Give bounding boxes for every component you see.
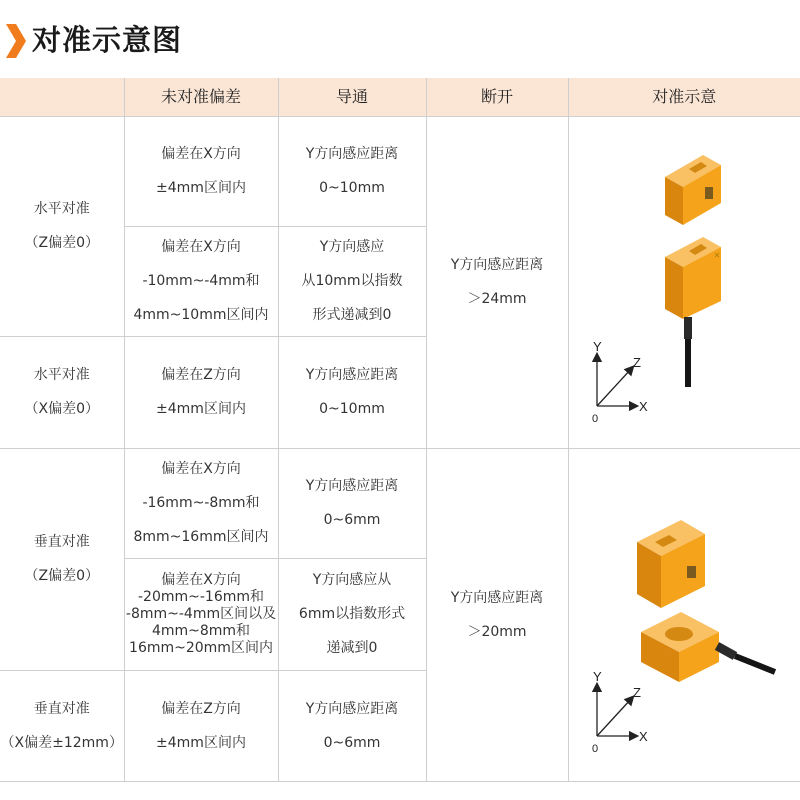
deviation-line: ±4mm区间内 xyxy=(156,734,246,751)
axis-label-z: Z xyxy=(632,355,641,370)
axis-label-x: X xyxy=(638,728,648,744)
disconnect-line: ＞24mm xyxy=(467,291,527,307)
axis-label-y: Y xyxy=(592,668,602,684)
disconnect-line: Y方向感应距离 xyxy=(450,257,544,273)
conduction-line: 递减到0 xyxy=(326,640,378,656)
deviation-line: -8mm~-4mm区间以及 xyxy=(125,605,277,622)
deviation-line: -16mm~-8mm和 xyxy=(142,495,260,511)
deviation-line: 16mm~20mm区间内 xyxy=(129,639,273,656)
alignment-spec-table xyxy=(0,78,800,782)
sensor-upper-icon xyxy=(637,520,705,608)
deviation-line: 偏差在X方向 xyxy=(161,571,241,588)
vertical-alignment-diagram xyxy=(569,450,799,780)
disconnect-cell xyxy=(426,448,568,781)
axis-origin: 0 xyxy=(591,742,598,755)
deviation-line: 偏差在Z方向 xyxy=(161,700,241,717)
conduction-line: Y方向感应 xyxy=(319,239,385,255)
conduction-line: 形式递减到0 xyxy=(312,307,392,323)
sensor-upper-icon xyxy=(665,155,721,225)
alignment-offset: （Z偏差0） xyxy=(24,568,99,584)
axis-indicator xyxy=(592,669,648,755)
disconnect-line: ＞20mm xyxy=(467,623,527,640)
deviation-cell xyxy=(124,448,278,558)
conduction-cell xyxy=(278,670,426,781)
deviation-cell xyxy=(124,226,278,336)
page-title: 对准示意图 xyxy=(32,23,183,57)
axis-label-z: Z xyxy=(632,684,641,700)
deviation-line: -10mm~-4mm和 xyxy=(142,273,260,289)
alignment-offset: （X偏差±12mm） xyxy=(0,734,123,751)
conduction-cell xyxy=(278,448,426,558)
conduction-line: Y方向感应距离 xyxy=(305,146,399,162)
table-row xyxy=(0,448,800,558)
conduction-line: Y方向感应距离 xyxy=(305,367,399,383)
alignment-mode: 水平对准 xyxy=(33,367,90,383)
alignment-cell xyxy=(0,670,124,781)
deviation-line: 偏差在Z方向 xyxy=(161,367,241,383)
deviation-line: 4mm~10mm区间内 xyxy=(133,307,269,323)
alignment-offset: （Z偏差0） xyxy=(24,235,99,251)
deviation-line: ±4mm区间内 xyxy=(156,401,246,417)
deviation-line: ±4mm区间内 xyxy=(156,180,246,196)
disconnect-line: Y方向感应距离 xyxy=(450,589,544,606)
deviation-line: 偏差在X方向 xyxy=(161,239,241,255)
deviation-cell xyxy=(124,336,278,448)
conduction-cell xyxy=(278,226,426,336)
conduction-line: 0~6mm xyxy=(323,734,381,751)
table-row xyxy=(0,116,800,226)
conduction-line: 从10mm以指数 xyxy=(301,273,403,289)
table-header-row xyxy=(0,78,800,116)
conduction-cell xyxy=(278,558,426,670)
header-cell-deviation: 未对准偏差 xyxy=(124,78,278,116)
deviation-cell xyxy=(124,116,278,226)
horizontal-alignment-diagram xyxy=(569,117,799,447)
axis-origin: 0 xyxy=(591,413,598,425)
conduction-line: 0~10mm xyxy=(319,401,385,417)
axis-label-y: Y xyxy=(592,339,602,354)
deviation-line: -20mm~-16mm和 xyxy=(137,588,264,605)
alignment-cell xyxy=(0,116,124,336)
diagram-cell xyxy=(568,116,800,448)
conduction-line: 6mm以指数形式 xyxy=(298,606,406,622)
axis-indicator xyxy=(592,339,648,425)
header-cell-disconnect: 断开 xyxy=(426,78,568,116)
section-header xyxy=(0,0,800,80)
alignment-cell xyxy=(0,336,124,448)
alignment-mode: 垂直对准 xyxy=(33,700,90,717)
conduction-line: Y方向感应距离 xyxy=(305,478,399,494)
alignment-mode: 水平对准 xyxy=(33,201,90,217)
deviation-cell xyxy=(124,558,278,670)
conduction-line: Y方向感应从 xyxy=(312,572,392,588)
header-cell-diagram: 对准示意 xyxy=(568,78,800,116)
diagram-cell xyxy=(568,448,800,781)
alignment-offset: （X偏差0） xyxy=(24,401,99,417)
alignment-cell xyxy=(0,448,124,670)
deviation-line: 偏差在X方向 xyxy=(161,146,241,162)
disconnect-cell xyxy=(426,116,568,448)
cable-icon xyxy=(717,646,775,672)
axis-label-x: X xyxy=(638,399,648,414)
chevron-right-icon xyxy=(4,24,26,58)
deviation-line: 8mm~16mm区间内 xyxy=(133,529,269,545)
header-cell-blank xyxy=(0,78,124,116)
conduction-line: 0~6mm xyxy=(323,512,381,528)
conduction-cell xyxy=(278,336,426,448)
sensor-lower-icon xyxy=(641,612,719,682)
deviation-line: 偏差在X方向 xyxy=(161,461,241,477)
conduction-line: 0~10mm xyxy=(319,180,385,196)
alignment-mode: 垂直对准 xyxy=(33,534,90,550)
deviation-line: 4mm~8mm和 xyxy=(151,622,251,639)
header-cell-conduction: 导通 xyxy=(278,78,426,116)
conduction-line: Y方向感应距离 xyxy=(305,700,399,717)
deviation-cell xyxy=(124,670,278,781)
sensor-lower-icon xyxy=(665,237,721,319)
cable-icon xyxy=(684,317,692,387)
conduction-cell xyxy=(278,116,426,226)
